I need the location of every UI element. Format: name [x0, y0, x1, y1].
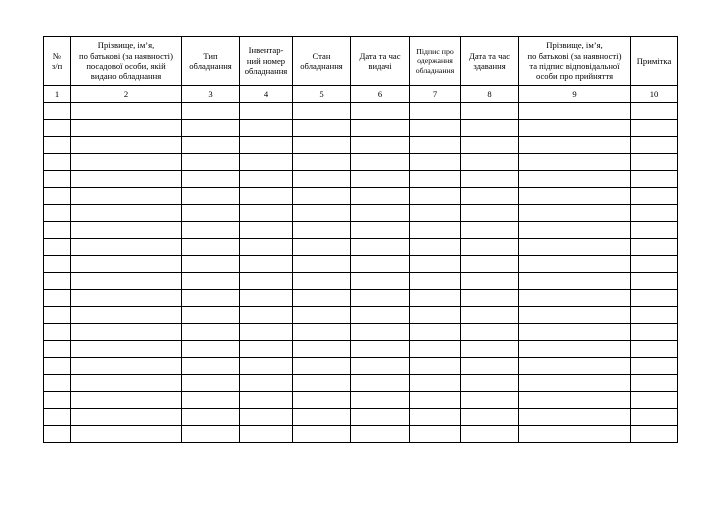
column-header-6 — [351, 37, 410, 86]
column-header-line: Примітка — [636, 55, 672, 66]
table-cell — [240, 392, 293, 409]
table-cell — [410, 273, 461, 290]
table-cell — [44, 409, 71, 426]
table-cell — [631, 171, 678, 188]
table-cell — [631, 273, 678, 290]
table-cell — [461, 239, 519, 256]
column-number-7: 7 — [410, 86, 461, 103]
table-cell — [351, 256, 410, 273]
table-cell — [240, 137, 293, 154]
table-cell — [461, 120, 519, 137]
table-cell — [71, 137, 182, 154]
table-cell — [44, 341, 71, 358]
table-cell — [461, 205, 519, 222]
table-cell — [351, 426, 410, 443]
table-cell — [351, 103, 410, 120]
table-cell — [293, 188, 351, 205]
table-cell — [44, 290, 71, 307]
table-cell — [519, 188, 631, 205]
table-cell — [44, 426, 71, 443]
table-cell — [71, 409, 182, 426]
table-cell — [351, 324, 410, 341]
table-cell — [461, 307, 519, 324]
table-cell — [240, 103, 293, 120]
table-cell — [71, 341, 182, 358]
table-cell — [71, 358, 182, 375]
table-cell — [351, 341, 410, 358]
table-cell — [240, 290, 293, 307]
table-cell — [44, 205, 71, 222]
table-cell — [519, 103, 631, 120]
table-cell — [519, 358, 631, 375]
table-cell — [351, 290, 410, 307]
table-cell — [44, 120, 71, 137]
table-cell — [631, 154, 678, 171]
table-row — [44, 290, 678, 307]
table-cell — [461, 137, 519, 154]
table-cell — [519, 256, 631, 273]
table-row — [44, 120, 678, 137]
column-header-7 — [410, 37, 461, 86]
table-row — [44, 256, 678, 273]
table-cell — [293, 341, 351, 358]
column-number-1: 1 — [44, 86, 71, 103]
table-cell — [631, 137, 678, 154]
table-cell — [461, 222, 519, 239]
table-cell — [71, 273, 182, 290]
table-cell — [351, 137, 410, 154]
table-cell — [71, 188, 182, 205]
table-cell — [293, 409, 351, 426]
table-cell — [410, 239, 461, 256]
table-cell — [631, 239, 678, 256]
table-cell — [410, 188, 461, 205]
column-header-line: Дата та час — [359, 50, 401, 61]
table-cell — [293, 171, 351, 188]
table-cell — [71, 307, 182, 324]
column-header-line: та підпис відповідальної — [529, 61, 620, 71]
table-cell — [71, 256, 182, 273]
table-cell — [351, 188, 410, 205]
table-cell — [410, 409, 461, 426]
column-header-line: № — [52, 50, 62, 61]
table-row — [44, 137, 678, 154]
table-cell — [410, 256, 461, 273]
table-cell — [240, 120, 293, 137]
table-cell — [461, 256, 519, 273]
table-cell — [631, 426, 678, 443]
table-row — [44, 324, 678, 341]
table-cell — [44, 222, 71, 239]
table-cell — [293, 205, 351, 222]
table-cell — [71, 290, 182, 307]
table-cell — [182, 307, 240, 324]
table-cell — [410, 324, 461, 341]
table-cell — [182, 171, 240, 188]
column-header-line: по батькові (за наявності) — [79, 50, 173, 61]
table-cell — [44, 392, 71, 409]
table-cell — [351, 375, 410, 392]
table-cell — [631, 324, 678, 341]
table-cell — [44, 375, 71, 392]
table-row — [44, 239, 678, 256]
table-cell — [44, 103, 71, 120]
table-cell — [240, 426, 293, 443]
table-cell — [519, 290, 631, 307]
header-row — [44, 37, 678, 86]
table-cell — [240, 256, 293, 273]
column-number-3: 3 — [182, 86, 240, 103]
table-row — [44, 273, 678, 290]
table-cell — [519, 324, 631, 341]
table-cell — [293, 307, 351, 324]
table-cell — [519, 120, 631, 137]
table-row — [44, 205, 678, 222]
table-cell — [71, 239, 182, 256]
column-number-6: 6 — [351, 86, 410, 103]
column-header-line: Дата та час — [468, 50, 511, 61]
table-cell — [410, 137, 461, 154]
table-cell — [351, 154, 410, 171]
table-cell — [631, 205, 678, 222]
table-cell — [240, 307, 293, 324]
table-cell — [519, 205, 631, 222]
table-cell — [351, 205, 410, 222]
table-cell — [519, 341, 631, 358]
table-cell — [631, 256, 678, 273]
table-cell — [240, 154, 293, 171]
table-cell — [71, 120, 182, 137]
table-cell — [410, 222, 461, 239]
table-cell — [182, 188, 240, 205]
table-row — [44, 188, 678, 205]
table-row — [44, 375, 678, 392]
column-number-4: 4 — [240, 86, 293, 103]
table-cell — [519, 426, 631, 443]
table-cell — [461, 188, 519, 205]
table-cell — [461, 273, 519, 290]
table-cell — [461, 392, 519, 409]
column-number-9: 9 — [519, 86, 631, 103]
table-cell — [240, 171, 293, 188]
table-cell — [631, 307, 678, 324]
table-cell — [410, 154, 461, 171]
table-cell — [293, 137, 351, 154]
table-cell — [410, 205, 461, 222]
table-cell — [351, 171, 410, 188]
column-header-line: Тип — [203, 50, 218, 61]
column-header-line: обладнання — [415, 65, 455, 75]
column-header-5 — [293, 37, 351, 86]
table-cell — [44, 256, 71, 273]
column-header-line: посадової особи, якій — [86, 61, 166, 71]
table-cell — [182, 358, 240, 375]
table-cell — [461, 409, 519, 426]
table-cell — [240, 324, 293, 341]
column-number-5: 5 — [293, 86, 351, 103]
table-cell — [351, 273, 410, 290]
table-cell — [519, 239, 631, 256]
table-cell — [44, 154, 71, 171]
table-cell — [182, 375, 240, 392]
table-cell — [71, 205, 182, 222]
table-cell — [410, 358, 461, 375]
table-cell — [519, 273, 631, 290]
table-cell — [461, 426, 519, 443]
table-cell — [519, 375, 631, 392]
column-header-3 — [182, 37, 240, 86]
table-row — [44, 409, 678, 426]
table-cell — [351, 358, 410, 375]
column-header-line: одержання — [417, 56, 453, 66]
table-cell — [293, 256, 351, 273]
table-cell — [631, 290, 678, 307]
table-cell — [44, 188, 71, 205]
table-row — [44, 154, 678, 171]
table-cell — [410, 171, 461, 188]
table-cell — [182, 120, 240, 137]
column-header-line: Інвентар- — [248, 45, 284, 56]
table-cell — [182, 426, 240, 443]
table-cell — [351, 392, 410, 409]
table-cell — [519, 307, 631, 324]
table-cell — [410, 426, 461, 443]
table-row — [44, 171, 678, 188]
table-cell — [351, 239, 410, 256]
table-cell — [44, 171, 71, 188]
table-cell — [293, 290, 351, 307]
table-cell — [240, 273, 293, 290]
column-header-line: Стан — [312, 50, 331, 61]
table-cell — [351, 409, 410, 426]
column-number-10: 10 — [631, 86, 678, 103]
table-cell — [293, 239, 351, 256]
table-cell — [519, 137, 631, 154]
table-cell — [410, 103, 461, 120]
table-cell — [293, 375, 351, 392]
table-cell — [519, 409, 631, 426]
table-cell — [71, 375, 182, 392]
table-row — [44, 341, 678, 358]
column-header-4 — [240, 37, 293, 86]
column-header-line: особи про прийняття — [535, 71, 614, 82]
column-number-2: 2 — [71, 86, 182, 103]
table-cell — [182, 222, 240, 239]
table-cell — [182, 324, 240, 341]
table-cell — [293, 273, 351, 290]
table-cell — [71, 103, 182, 120]
table-cell — [519, 171, 631, 188]
table-cell — [461, 358, 519, 375]
table-cell — [410, 341, 461, 358]
table-cell — [631, 341, 678, 358]
table-cell — [351, 222, 410, 239]
table-cell — [293, 392, 351, 409]
column-header-line: здавання — [473, 61, 506, 71]
column-header-2 — [71, 37, 182, 86]
table-cell — [461, 171, 519, 188]
column-header-line: видано обладнання — [90, 71, 162, 82]
table-cell — [240, 239, 293, 256]
table-cell — [631, 409, 678, 426]
table-cell — [461, 341, 519, 358]
table-cell — [461, 324, 519, 341]
table-cell — [631, 358, 678, 375]
table-cell — [631, 103, 678, 120]
column-header-line: обладнання — [300, 61, 343, 71]
table-cell — [461, 154, 519, 171]
table-cell — [182, 103, 240, 120]
column-header-line: Прізвище, ім’я, — [546, 40, 603, 51]
table-cell — [293, 324, 351, 341]
table-cell — [351, 307, 410, 324]
table-cell — [293, 154, 351, 171]
table-cell — [461, 103, 519, 120]
table-cell — [44, 239, 71, 256]
table-cell — [519, 222, 631, 239]
table-cell — [71, 154, 182, 171]
table-cell — [182, 273, 240, 290]
equipment-issue-log-table — [43, 36, 678, 443]
table-cell — [410, 375, 461, 392]
table-cell — [240, 188, 293, 205]
table-cell — [71, 222, 182, 239]
table-cell — [182, 392, 240, 409]
table-cell — [410, 120, 461, 137]
table-body — [44, 103, 678, 443]
table-cell — [182, 205, 240, 222]
column-header-10 — [631, 37, 678, 86]
table-cell — [410, 290, 461, 307]
column-header-line: Прізвище, ім’я, — [97, 40, 155, 51]
table-cell — [240, 358, 293, 375]
table-cell — [293, 103, 351, 120]
column-header-line: обладнання — [244, 66, 288, 77]
table-row — [44, 103, 678, 120]
table-cell — [461, 290, 519, 307]
column-header-line: ний номер — [246, 55, 286, 66]
column-number-row — [44, 86, 678, 103]
table-cell — [631, 375, 678, 392]
table-cell — [71, 426, 182, 443]
table-row — [44, 358, 678, 375]
column-header-1 — [44, 37, 71, 86]
table-cell — [240, 205, 293, 222]
table-cell — [631, 392, 678, 409]
table-row — [44, 307, 678, 324]
table-cell — [182, 154, 240, 171]
table-cell — [44, 137, 71, 154]
table-cell — [293, 426, 351, 443]
table-cell — [240, 341, 293, 358]
table-cell — [631, 120, 678, 137]
table-cell — [182, 341, 240, 358]
table-cell — [519, 154, 631, 171]
column-header-line: видачі — [368, 61, 392, 71]
table-cell — [182, 256, 240, 273]
table-cell — [293, 358, 351, 375]
column-number-8: 8 — [461, 86, 519, 103]
table-cell — [410, 392, 461, 409]
column-header-line: обладнання — [189, 61, 232, 71]
table-cell — [631, 222, 678, 239]
table-cell — [461, 375, 519, 392]
table-cell — [44, 324, 71, 341]
column-header-line: з/п — [51, 61, 63, 71]
table-cell — [410, 307, 461, 324]
table-row — [44, 426, 678, 443]
table-cell — [519, 392, 631, 409]
table-cell — [44, 358, 71, 375]
table-cell — [44, 307, 71, 324]
column-header-line: Підпис про — [416, 46, 454, 56]
table-cell — [631, 188, 678, 205]
column-header-8 — [461, 37, 519, 86]
table-row — [44, 392, 678, 409]
table-cell — [240, 375, 293, 392]
table-cell — [71, 324, 182, 341]
table-cell — [240, 409, 293, 426]
table-cell — [182, 239, 240, 256]
table-cell — [182, 137, 240, 154]
table-cell — [293, 222, 351, 239]
column-header-9 — [519, 37, 631, 86]
table-cell — [71, 171, 182, 188]
column-header-line: по батькові (за наявності) — [527, 50, 622, 61]
table-cell — [293, 120, 351, 137]
table-cell — [351, 120, 410, 137]
table-cell — [240, 222, 293, 239]
table-cell — [182, 409, 240, 426]
table-cell — [182, 290, 240, 307]
table-cell — [71, 392, 182, 409]
table-row — [44, 222, 678, 239]
table-cell — [44, 273, 71, 290]
